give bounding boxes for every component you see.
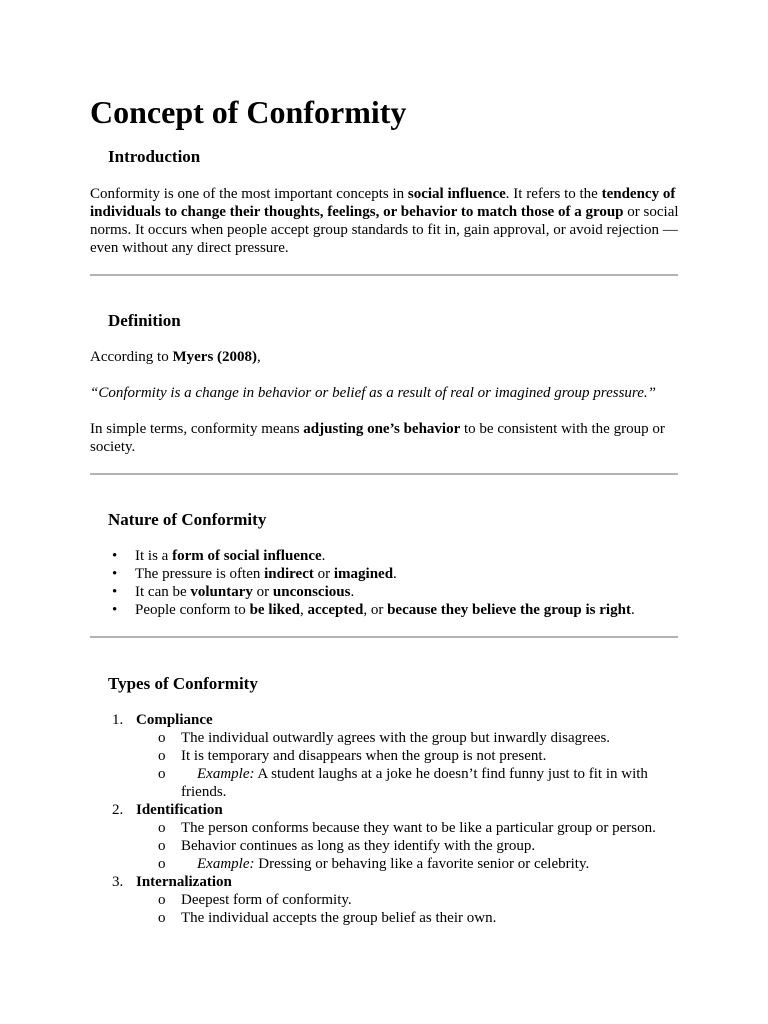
simple-suffix: to be consistent with the group or society. — [90, 421, 665, 455]
bullet-icon: • — [112, 584, 118, 600]
item-text: . — [350, 584, 355, 600]
types-list — [90, 711, 690, 927]
intro-text-2: . It refers to the — [505, 186, 602, 202]
intro-text-3: or social norms. It occurs when people accept group standards to fit in, gain approval, or avoid rejection — even without any direct pressure. — [90, 204, 679, 256]
item-bold: voluntary — [190, 584, 253, 600]
section-divider — [90, 274, 678, 276]
item-label: Identification — [136, 802, 223, 818]
introduction-paragraph — [90, 185, 680, 257]
definition-heading: Definition — [108, 311, 181, 330]
list-item — [90, 711, 690, 801]
circle-bullet-icon: o — [158, 748, 166, 764]
definition-prefix: According to — [90, 349, 173, 365]
item-text: . — [321, 548, 326, 564]
sub-item — [90, 891, 661, 909]
section-divider — [90, 636, 678, 638]
sub-list — [90, 729, 690, 801]
sub-item — [90, 765, 661, 801]
intro-text-1: Conformity is one of the most important concepts in — [90, 186, 408, 202]
sub-item — [90, 747, 661, 765]
item-text: The pressure is often — [135, 566, 265, 582]
example-text: Dressing or behaving like a favorite senior or celebrity. — [254, 856, 590, 872]
circle-bullet-icon: o — [158, 892, 166, 908]
circle-bullet-icon: o — [158, 766, 166, 782]
item-label: Compliance — [136, 712, 213, 728]
sub-item — [90, 855, 661, 873]
item-bold: unconscious — [272, 584, 351, 600]
sub-item-text: The individual outwardly agrees with the group but inwardly disagrees. — [181, 730, 611, 746]
sub-item — [90, 837, 661, 855]
item-text: . — [393, 566, 397, 582]
item-bold: accepted — [307, 602, 364, 618]
item-text: or — [252, 584, 273, 600]
sub-item — [90, 729, 661, 747]
item-bold: imagined — [333, 566, 394, 582]
item-text: , or — [363, 602, 388, 618]
item-bold: form of social influence — [172, 548, 322, 564]
list-item — [112, 583, 692, 601]
sub-item — [90, 819, 661, 837]
definition-quote — [90, 384, 680, 402]
bullet-icon: • — [112, 566, 118, 582]
nature-list — [112, 547, 692, 619]
sub-list — [90, 891, 690, 927]
sub-item — [90, 909, 661, 927]
bullet-icon: • — [112, 602, 118, 618]
definition-source — [90, 348, 680, 366]
item-text: People conform to — [135, 602, 250, 618]
simple-prefix: In simple terms, conformity means — [90, 421, 304, 437]
sub-item-text: Behavior continues as long as they identify with the group. — [181, 838, 536, 854]
item-text: It is a — [135, 548, 173, 564]
example-text: A student laughs at a joke he doesn’t find funny just to fit in with friends. — [181, 766, 648, 800]
item-text: It can be — [135, 584, 191, 600]
item-text: , — [300, 602, 308, 618]
list-item — [90, 873, 690, 927]
sub-item-text: It is temporary and disappears when the group is not present. — [181, 748, 547, 764]
definition-author: Myers (2008) — [172, 349, 258, 365]
sub-item-text: The individual accepts the group belief as their own. — [181, 910, 497, 926]
intro-bold-2: tendency of individuals to change their thoughts, feelings, or behavior to match those of a group — [90, 186, 676, 220]
item-text: or — [313, 566, 334, 582]
sub-list — [90, 819, 690, 873]
types-heading: Types of Conformity — [108, 674, 258, 693]
item-number: 1. — [112, 712, 124, 728]
definition-suffix: , — [257, 349, 261, 365]
list-item — [112, 565, 692, 583]
example-label: Example: — [197, 766, 255, 782]
circle-bullet-icon: o — [158, 820, 166, 836]
list-item — [112, 547, 692, 565]
item-bold: because they believe the group is right — [387, 602, 631, 618]
list-item — [90, 801, 690, 873]
nature-heading: Nature of Conformity — [108, 510, 267, 529]
page-title: Concept of Conformity — [90, 94, 407, 130]
list-item — [112, 601, 692, 619]
simple-bold: adjusting one’s behavior — [303, 421, 461, 437]
item-label: Internalization — [136, 874, 232, 890]
item-text: . — [630, 602, 635, 618]
example-label: Example: — [197, 856, 255, 872]
definition-simple-terms — [90, 420, 680, 456]
item-bold: indirect — [264, 566, 314, 582]
intro-bold-1: social influence — [407, 186, 506, 202]
item-bold: be liked — [249, 602, 300, 618]
item-number: 2. — [112, 802, 124, 818]
definition-quote-text: “Conformity is a change in behavior or belief as a result of real or imagined group pressure.” — [90, 385, 656, 401]
sub-item-text: Deepest form of conformity. — [181, 892, 352, 908]
bullet-icon: • — [112, 548, 118, 564]
circle-bullet-icon: o — [158, 910, 166, 926]
item-number: 3. — [112, 874, 124, 890]
circle-bullet-icon: o — [158, 730, 166, 746]
circle-bullet-icon: o — [158, 856, 166, 872]
section-divider — [90, 473, 678, 475]
sub-item-text: The person conforms because they want to be like a particular group or person. — [181, 820, 656, 836]
introduction-heading: Introduction — [108, 147, 201, 166]
circle-bullet-icon: o — [158, 838, 166, 854]
